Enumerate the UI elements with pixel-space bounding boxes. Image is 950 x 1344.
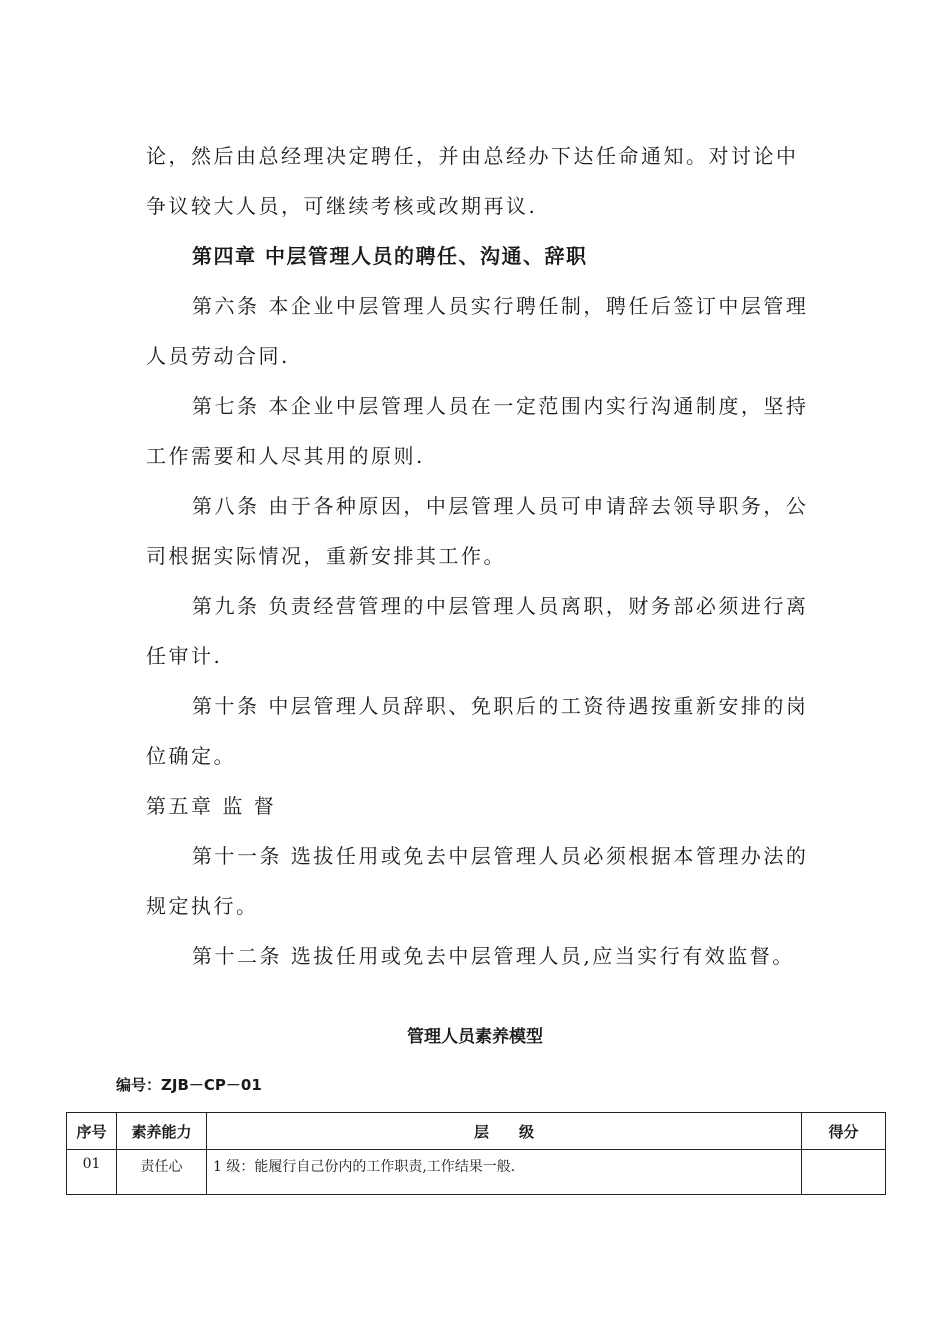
article-line: 第十条 中层管理人员辞职、免职后的工资待遇按重新安排的岗 — [192, 694, 809, 718]
chapter-heading: 第五章 监 督 — [146, 794, 277, 818]
paragraph-line: 论，然后由总经理决定聘任，并由总经办下达任命通知。对讨论中 — [146, 144, 799, 168]
header-no: 序号 — [67, 1113, 117, 1150]
paragraph-line: 人员劳动合同. — [146, 344, 290, 368]
article-line: 第九条 负责经营管理的中层管理人员离职，财务部必须进行离 — [192, 594, 809, 618]
paragraph-line: 规定执行。 — [146, 894, 259, 918]
paragraph-line: 工作需要和人尽其用的原则. — [146, 444, 425, 468]
header-ability: 素养能力 — [117, 1113, 207, 1150]
article-line: 第八条 由于各种原因，中层管理人员可申请辞去领导职务，公 — [192, 494, 809, 518]
competency-table — [66, 1112, 886, 1195]
cell-ability: 责任心 — [117, 1150, 207, 1195]
paragraph-line: 司根据实际情况，重新安排其工作。 — [146, 544, 506, 568]
article-line: 第十二条 选拔任用或免去中层管理人员,应当实行有效监督。 — [192, 944, 795, 968]
header-level: 层 级 — [207, 1113, 802, 1150]
cell-level: 1 级：能履行自己份内的工作职责,工作结果一般. — [207, 1150, 802, 1195]
article-line: 第七条 本企业中层管理人员在一定范围内实行沟通制度，坚持 — [192, 394, 809, 418]
table-header-row — [67, 1113, 886, 1150]
paragraph-line: 任审计. — [146, 644, 223, 668]
document-code: 编号：ZJB－CP－01 — [116, 1076, 262, 1094]
paragraph-line: 位确定。 — [146, 744, 236, 768]
cell-score — [802, 1150, 886, 1195]
chapter-heading: 第四章 中层管理人员的聘任、沟通、辞职 — [192, 244, 588, 268]
article-line: 第六条 本企业中层管理人员实行聘任制，聘任后签订中层管理 — [192, 294, 809, 318]
paragraph-line: 争议较大人员，可继续考核或改期再议. — [146, 194, 538, 218]
model-title: 管理人员素养模型 — [407, 1027, 543, 1047]
header-score: 得分 — [802, 1113, 886, 1150]
table-row — [67, 1150, 886, 1195]
article-line: 第十一条 选拔任用或免去中层管理人员必须根据本管理办法的 — [192, 844, 809, 868]
cell-no: 01 — [67, 1150, 117, 1195]
